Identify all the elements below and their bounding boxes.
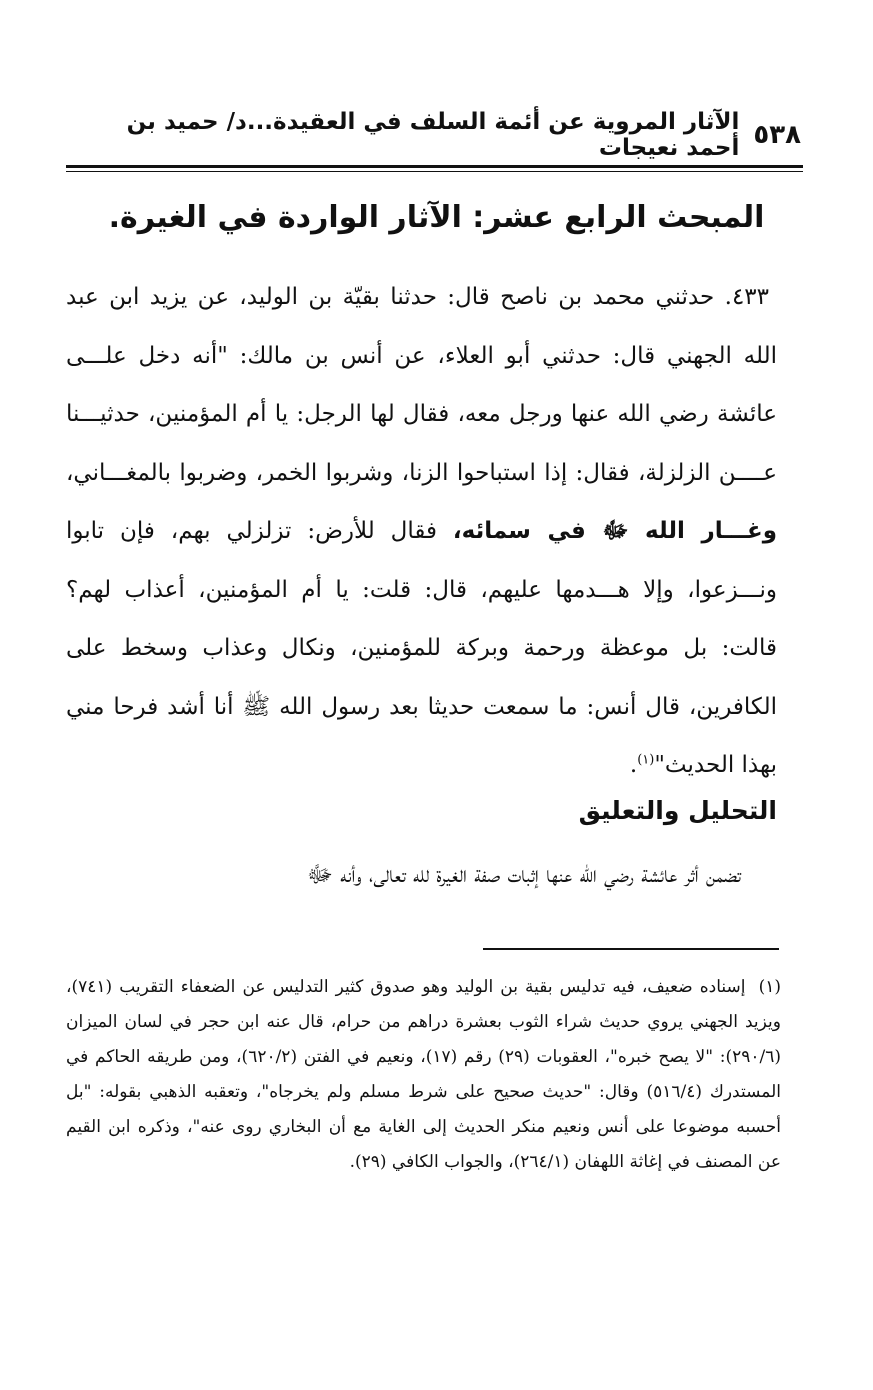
- footnote-reference[interactable]: (١): [637, 752, 655, 768]
- analysis-text: تضمن أثر عائشة رضي الله عنها إثبات صفة الغيرة لله تعالى، وأنه ﷻ: [306, 862, 741, 888]
- running-header: [70, 110, 801, 160]
- narration-end: .: [629, 752, 638, 778]
- running-title: الآثار المروية عن أئمة السلف في العقيدة...د/ حميد بن أحمد نعيجات: [126, 109, 740, 161]
- header-rule-thick: [66, 165, 803, 168]
- narration-text-part2: فقال للأرض: تزلزلي بهم، فإن تابوا ونـــزعوا، وإلا هـــدمها عليهم، قال: قلت: يا أم المؤمنين، أعذاب لهم؟ قالت: بل موعظة ورحمة وبركة للمؤمنين، ونكال وعذاب وسخط على الكافرين، قال أنس: ما سمعت حديثا بعد رسول الله ﷺ أنا أشد فرحا مني بهذا الحديث": [66, 518, 777, 778]
- narration-bold-phrase: وغـــار الله ﷻ في سمائه،: [452, 518, 777, 544]
- footnote-separator: [483, 948, 779, 950]
- footnote-label: (١): [758, 977, 781, 997]
- narration-text-part1: حدثني محمد بن ناصح قال: حدثنا بقيّة بن الوليد، عن يزيد ابن عبد الله الجهني قال: حدثني أبو العلاء، عن أنس بن مالك: "أنه دخل علـــى عائشة رضي الله عنها ورجل معه، فقال لها الرجل: يا أم المؤمنين، حدثيـــنا عــــن الزلزلة، فقال: إذا استباحوا الزنا، وشربوا الخمر، وضربوا بالمغـــاني،: [66, 284, 777, 486]
- narration-number: ٤٣٣.: [724, 284, 770, 310]
- analysis-heading: التحليل والتعليق: [578, 796, 777, 825]
- page-number: ٥٣٨: [753, 120, 801, 150]
- narration-paragraph: [66, 268, 777, 795]
- header-rule-thin: [66, 171, 803, 172]
- footnote: [66, 970, 781, 1180]
- footnote-text: إسناده ضعيف، فيه تدليس بقية بن الوليد وهو صدوق كثير التدليس عن الضعفاء التقريب (٧٤١)، ويزيد الجهني يروي حديث شراء الثوب بعشرة دراهم من حرام، قال عنه ابن حجر في لسان الميزان (٢٩٠/٦): "لا يصح خبره"، العقوبات (٢٩) رقم (١٧)، ونعيم في الفتن (٦٢٠/٢)، ومن طريقه الحاكم في المستدرك (٥١٦/٤) وقال: "حديث صحيح على شرط مسلم ولم يخرجاه"، وتعقبه الذهبي بقوله: "بل أحسبه موضوعا على أنس ونعيم منكر الحديث إلى الغاية مع أن البخاري روى عنه"، وذكره ابن القيم عن المصنف في إغاثة اللهفان (٢٦٤/١)، والجواب الكافي (٢٩).: [66, 977, 782, 1172]
- section-title: المبحث الرابع عشر: الآثار الواردة في الغيرة.: [108, 200, 765, 235]
